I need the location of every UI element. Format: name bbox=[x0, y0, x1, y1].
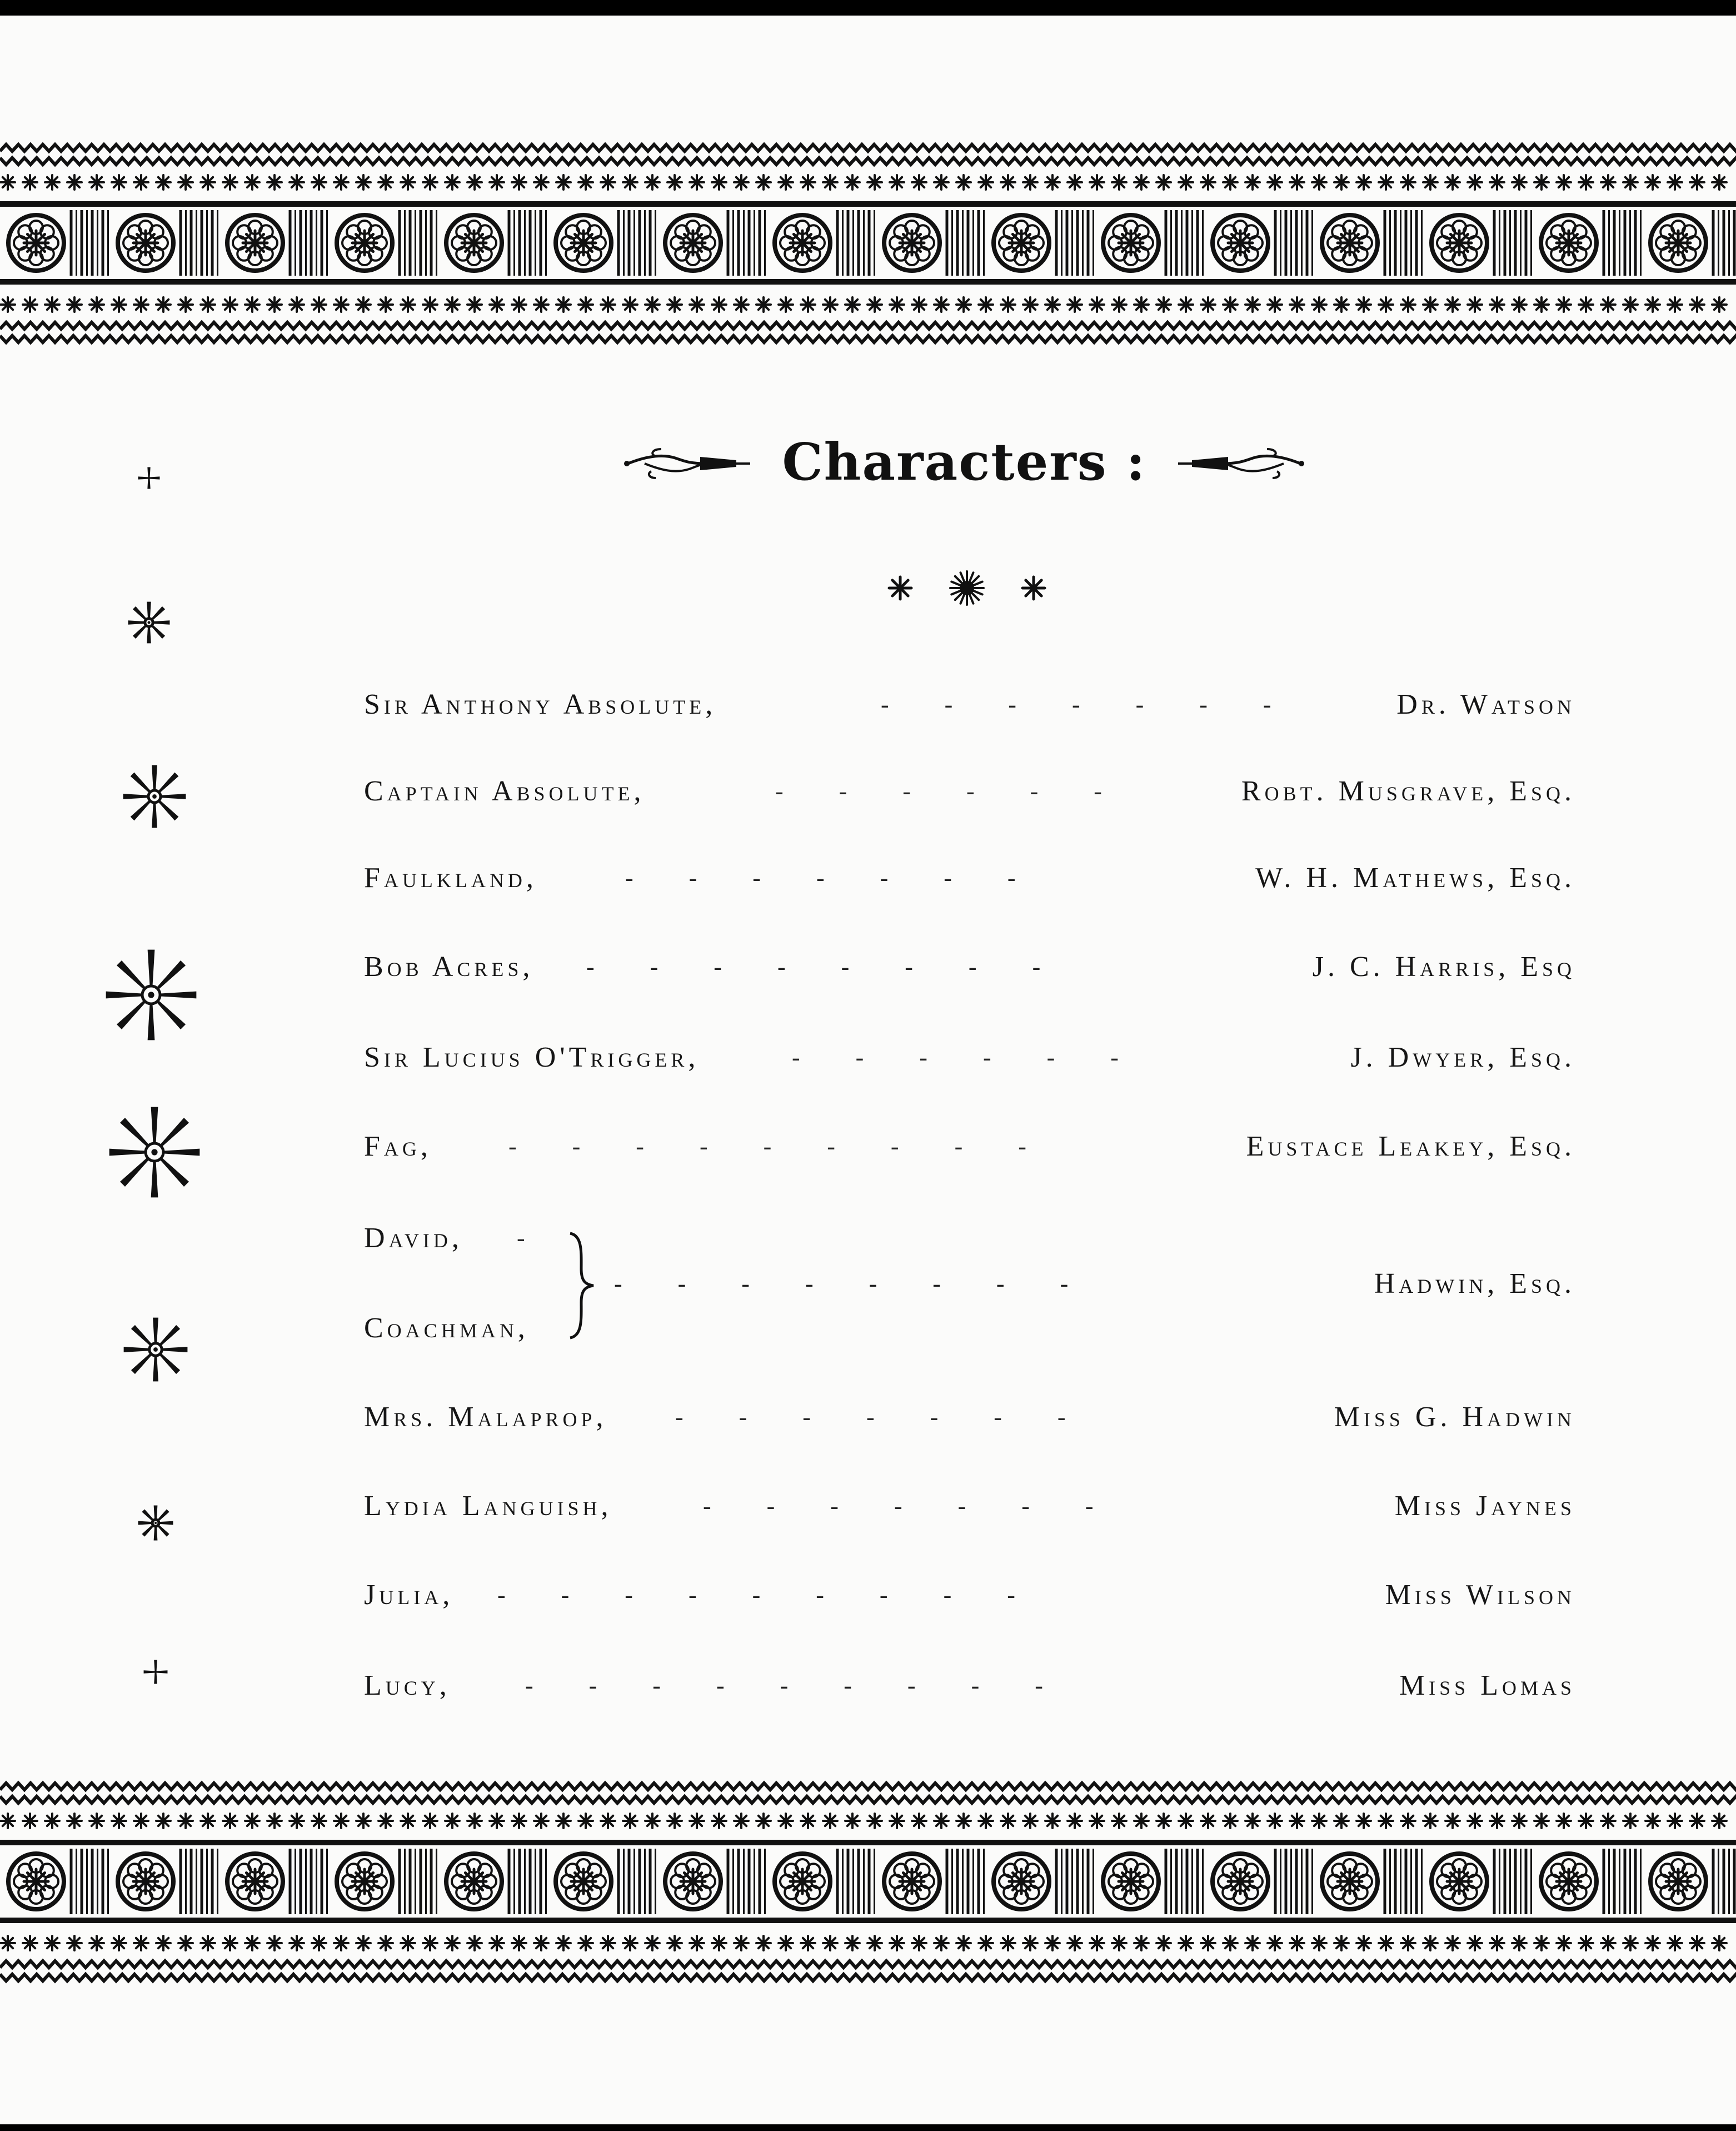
cast-row bbox=[364, 1262, 1575, 1306]
heading bbox=[622, 420, 1306, 504]
cast-row bbox=[364, 1035, 1575, 1080]
cast-row bbox=[364, 1395, 1575, 1440]
actor-name: Miss Wilson bbox=[1385, 1579, 1575, 1611]
role-name: Sir Anthony Absolute, bbox=[364, 689, 717, 720]
border-pattern-bottom bbox=[0, 1765, 1736, 1999]
role-name: Lydia Languish, bbox=[364, 1490, 612, 1522]
dot-leader: ------- bbox=[703, 1492, 1149, 1520]
star-icon bbox=[1022, 577, 1045, 599]
actor-name: Miss Lomas bbox=[1399, 1670, 1575, 1701]
role-name: Bob Acres, bbox=[364, 951, 534, 983]
cast-row bbox=[364, 1216, 1575, 1261]
dot-leader: -------- bbox=[614, 1270, 1124, 1297]
role-name: Faulkland, bbox=[364, 862, 537, 894]
cast-row bbox=[364, 769, 1575, 814]
actor-name: Robt. Musgrave, Esq. bbox=[1241, 775, 1575, 807]
programme-page bbox=[0, 16, 1736, 2124]
page-title: Characters : bbox=[782, 432, 1146, 492]
actor-name: J. Dwyer, Esq. bbox=[1350, 1042, 1575, 1073]
star-icon bbox=[889, 577, 911, 599]
dot-leader: ------- bbox=[675, 1403, 1121, 1431]
star-icon bbox=[139, 1655, 172, 1689]
dot-leader: ------- bbox=[625, 864, 1071, 892]
cast-row bbox=[364, 945, 1575, 989]
dot-leader: --------- bbox=[508, 1133, 1082, 1160]
actor-name: Miss Jaynes bbox=[1394, 1490, 1575, 1522]
cast-row bbox=[364, 1664, 1575, 1708]
cast-row bbox=[364, 683, 1575, 727]
actor-name: J. C. Harris, Esq bbox=[1312, 951, 1575, 983]
scroll-flourish-right-icon bbox=[1178, 441, 1306, 486]
actor-name: Dr. Watson bbox=[1396, 689, 1575, 720]
cast-row bbox=[364, 1484, 1575, 1528]
star-icon bbox=[123, 597, 174, 648]
role-name: Sir Lucius O'Trigger, bbox=[364, 1042, 700, 1073]
dot-leader: ------ bbox=[792, 1044, 1174, 1071]
star-icon bbox=[104, 1102, 204, 1202]
role-name: Lucy, bbox=[364, 1670, 451, 1701]
role-name: Mrs. Malaprop, bbox=[364, 1401, 607, 1433]
star-icon bbox=[133, 1501, 178, 1545]
cast-row bbox=[364, 1573, 1575, 1617]
dot-leader: --------- bbox=[525, 1672, 1099, 1699]
border-pattern-top bbox=[0, 127, 1736, 360]
role-name: Coachman, bbox=[364, 1312, 529, 1344]
role-name: David, bbox=[364, 1222, 463, 1254]
brace-icon bbox=[566, 1230, 599, 1341]
actor-name: Miss G. Hadwin bbox=[1334, 1401, 1575, 1433]
actor-name: Hadwin, Esq. bbox=[1374, 1268, 1575, 1299]
dot-leader: - bbox=[517, 1224, 581, 1252]
role-name: Fag, bbox=[364, 1131, 432, 1162]
role-name: Julia, bbox=[364, 1579, 454, 1611]
cast-row bbox=[364, 856, 1575, 900]
role-name: Captain Absolute, bbox=[364, 775, 645, 807]
dot-leader: ------- bbox=[881, 691, 1327, 718]
top-decorative-border bbox=[0, 127, 1736, 360]
actor-name: Eustace Leakey, Esq. bbox=[1246, 1131, 1575, 1162]
actor-name: W. H. Mathews, Esq. bbox=[1255, 862, 1575, 894]
star-icon bbox=[118, 760, 191, 833]
dot-leader: --------- bbox=[497, 1581, 1071, 1609]
star-icon bbox=[950, 571, 984, 605]
bottom-decorative-border bbox=[0, 1765, 1736, 1999]
star-icon bbox=[119, 1313, 192, 1386]
star-trio-ornament bbox=[884, 566, 1050, 610]
dot-leader: -------- bbox=[586, 953, 1096, 980]
star-icon bbox=[133, 462, 164, 494]
cast-row bbox=[364, 1306, 1575, 1351]
star-icon bbox=[101, 945, 201, 1045]
cast-row bbox=[364, 1124, 1575, 1169]
dot-leader: ------ bbox=[775, 778, 1158, 805]
